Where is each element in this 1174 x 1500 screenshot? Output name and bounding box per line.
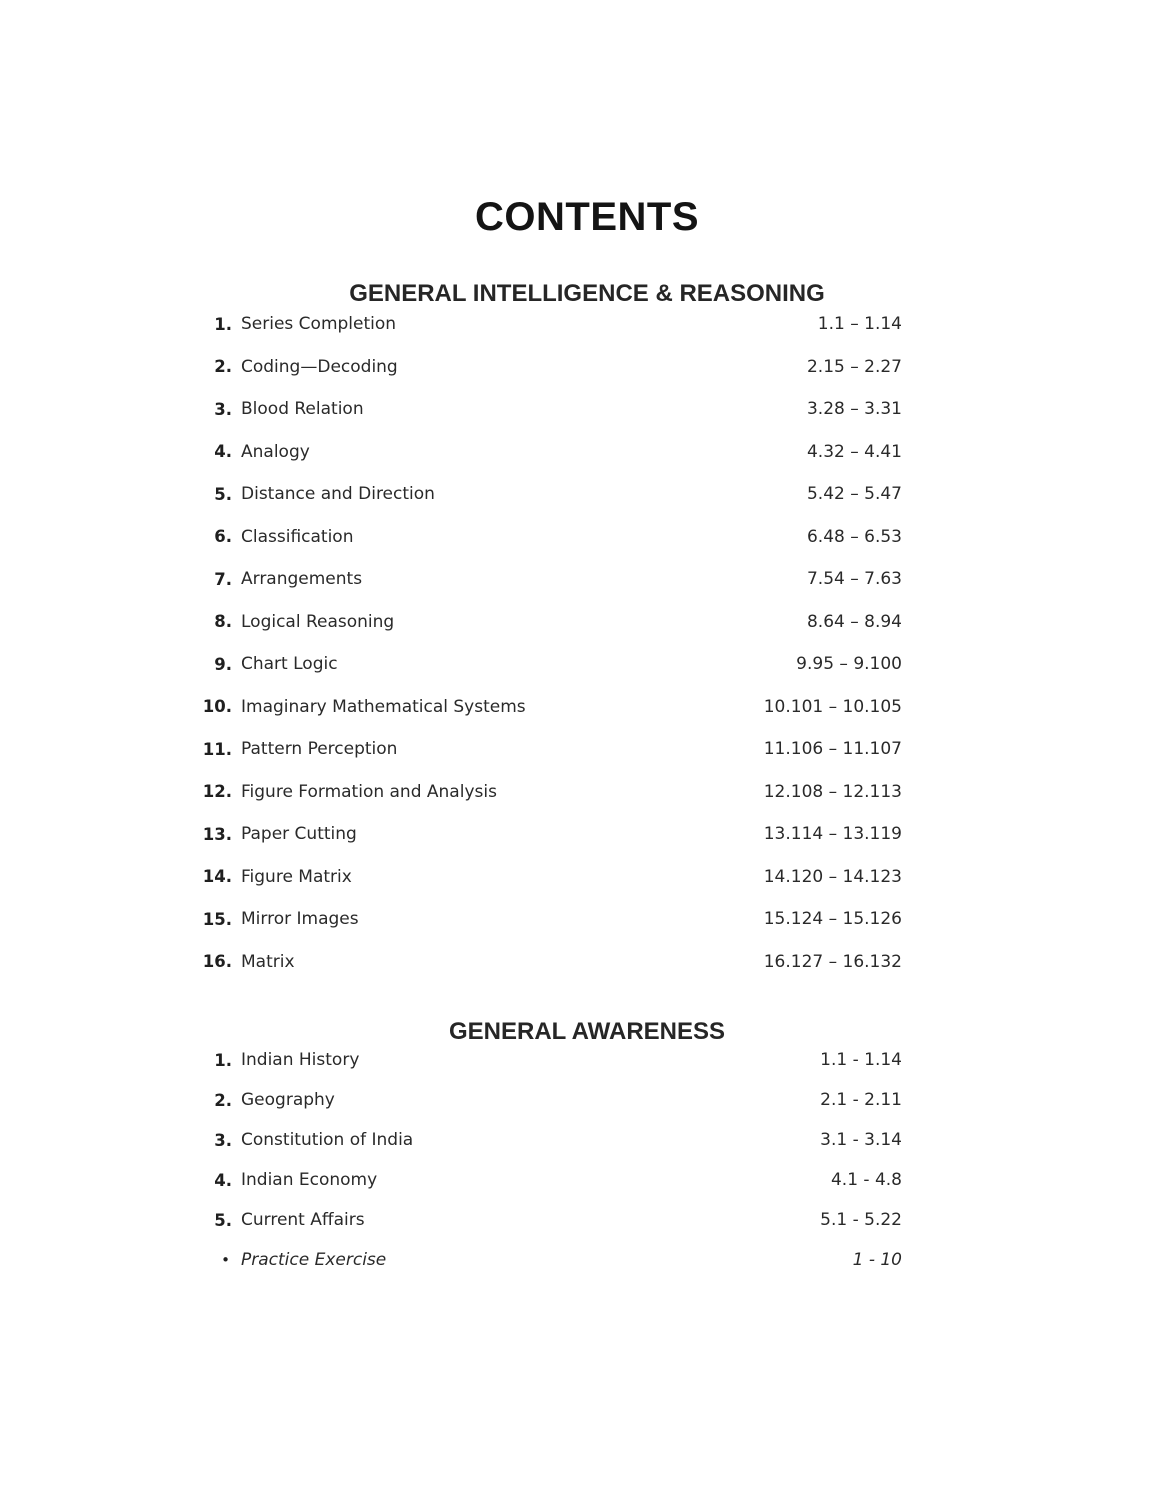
toc-entry-pages: 13.114 – 13.119 (763, 824, 902, 845)
toc-entry-title: Indian Economy (241, 1170, 378, 1190)
toc-list-general-awareness (196, 1040, 902, 1280)
toc-entry (196, 813, 902, 856)
bullet-icon: • (221, 1251, 230, 1269)
toc-entry (196, 431, 902, 474)
toc-entry-pages: 3.1 - 3.14 (820, 1130, 902, 1150)
toc-entry-pages: 16.127 – 16.132 (763, 951, 902, 972)
toc-entry-pages: 8.64 – 8.94 (806, 611, 902, 632)
toc-entry (196, 388, 902, 431)
toc-entry-pages: 5.1 - 5.22 (820, 1210, 902, 1230)
toc-entry-pages: 6.48 – 6.53 (806, 526, 902, 547)
toc-entry-pages: 2.15 – 2.27 (806, 356, 902, 377)
toc-entry-title: Series Completion (241, 314, 397, 335)
toc-entry-title: Logical Reasoning (241, 611, 395, 632)
toc-entry-pages: 1.1 – 1.14 (817, 314, 902, 335)
toc-entry (196, 643, 902, 686)
toc-entry-number: 4. (214, 442, 232, 462)
toc-entry (196, 558, 902, 601)
toc-entry-title: Pattern Perception (241, 739, 398, 760)
toc-entry-pages: 1.1 - 1.14 (820, 1050, 902, 1070)
toc-entry-number: 16. (202, 952, 232, 972)
toc-entry (196, 728, 902, 771)
toc-entry-title: Arrangements (241, 569, 363, 590)
toc-entry-number: 4. (214, 1170, 232, 1190)
toc-entry-pages: 3.28 – 3.31 (806, 399, 902, 420)
toc-entry-pages: 7.54 – 7.63 (806, 569, 902, 590)
toc-entry (196, 601, 902, 644)
toc-entry (196, 1160, 902, 1200)
toc-entry (196, 1120, 902, 1160)
toc-entry-title: Practice Exercise (241, 1250, 387, 1270)
toc-entry-pages: 14.120 – 14.123 (763, 866, 902, 887)
toc-entry-number: 9. (214, 654, 232, 674)
toc-entry-number: 7. (214, 569, 232, 589)
toc-entry (196, 1200, 902, 1240)
toc-entry-number: 11. (202, 739, 232, 759)
toc-entry-number: 6. (214, 527, 232, 547)
toc-entry-pages: 12.108 – 12.113 (763, 781, 902, 802)
toc-entry-title: Blood Relation (241, 399, 364, 420)
toc-entry-number: 13. (202, 824, 232, 844)
toc-entry (196, 516, 902, 559)
toc-entry-title: Matrix (241, 951, 295, 972)
toc-entry-title: Distance and Direction (241, 484, 435, 505)
toc-entry-number: 3. (214, 399, 232, 419)
toc-entry-pages: 11.106 – 11.107 (763, 739, 902, 760)
toc-entry (196, 898, 902, 941)
toc-entry-number: 2. (214, 357, 232, 377)
toc-entry-title: Figure Matrix (241, 866, 352, 887)
toc-entry-number: 1. (214, 314, 232, 334)
toc-list-general-intelligence (196, 303, 902, 983)
toc-entry (196, 303, 902, 346)
toc-entry (196, 1040, 902, 1080)
section-heading-general-intelligence: GENERAL INTELLIGENCE & REASONING (349, 279, 825, 307)
toc-entry (196, 686, 902, 729)
toc-entry-pages: 4.32 – 4.41 (806, 441, 902, 462)
toc-entry-number: 14. (202, 867, 232, 887)
toc-entry-number: 12. (202, 782, 232, 802)
toc-entry-title: Geography (241, 1090, 335, 1110)
toc-entry-title: Imaginary Mathematical Systems (241, 696, 526, 717)
section-heading-general-awareness: GENERAL AWARENESS (448, 1017, 726, 1045)
toc-entry (196, 1080, 902, 1120)
toc-entry-practice-exercise (196, 1240, 902, 1280)
toc-entry-title: Constitution of India (241, 1130, 414, 1150)
toc-entry (196, 941, 902, 984)
toc-entry-title: Indian History (241, 1050, 360, 1070)
toc-entry-pages: 9.95 – 9.100 (796, 654, 902, 675)
toc-entry-title: Analogy (241, 441, 310, 462)
toc-entry-title: Paper Cutting (241, 824, 357, 845)
toc-entry-title: Coding—Decoding (241, 356, 398, 377)
toc-entry-number: 5. (214, 484, 232, 504)
toc-entry-number: 10. (202, 697, 232, 717)
toc-entry-pages: 10.101 – 10.105 (763, 696, 902, 717)
toc-entry-title: Classification (241, 526, 354, 547)
toc-entry-number: 15. (202, 909, 232, 929)
toc-entry-number: 5. (214, 1210, 232, 1230)
toc-entry-title: Mirror Images (241, 909, 359, 930)
toc-entry-title: Current Affairs (241, 1210, 365, 1230)
toc-entry-pages: 5.42 – 5.47 (806, 484, 902, 505)
toc-entry (196, 771, 902, 814)
toc-entry-number: 1. (214, 1050, 232, 1070)
toc-entry-number: 3. (214, 1130, 232, 1150)
toc-entry-number: 2. (214, 1090, 232, 1110)
toc-entry-pages: 2.1 - 2.11 (820, 1090, 902, 1110)
page-title: CONTENTS (475, 194, 699, 239)
toc-entry (196, 346, 902, 389)
toc-entry-pages: 15.124 – 15.126 (763, 909, 902, 930)
toc-entry-pages: 4.1 - 4.8 (830, 1170, 902, 1190)
toc-entry-number: 8. (214, 612, 232, 632)
toc-entry (196, 856, 902, 899)
toc-entry-title: Chart Logic (241, 654, 338, 675)
toc-entry (196, 473, 902, 516)
toc-entry-pages: 1 - 10 (852, 1250, 902, 1270)
toc-entry-title: Figure Formation and Analysis (241, 781, 497, 802)
